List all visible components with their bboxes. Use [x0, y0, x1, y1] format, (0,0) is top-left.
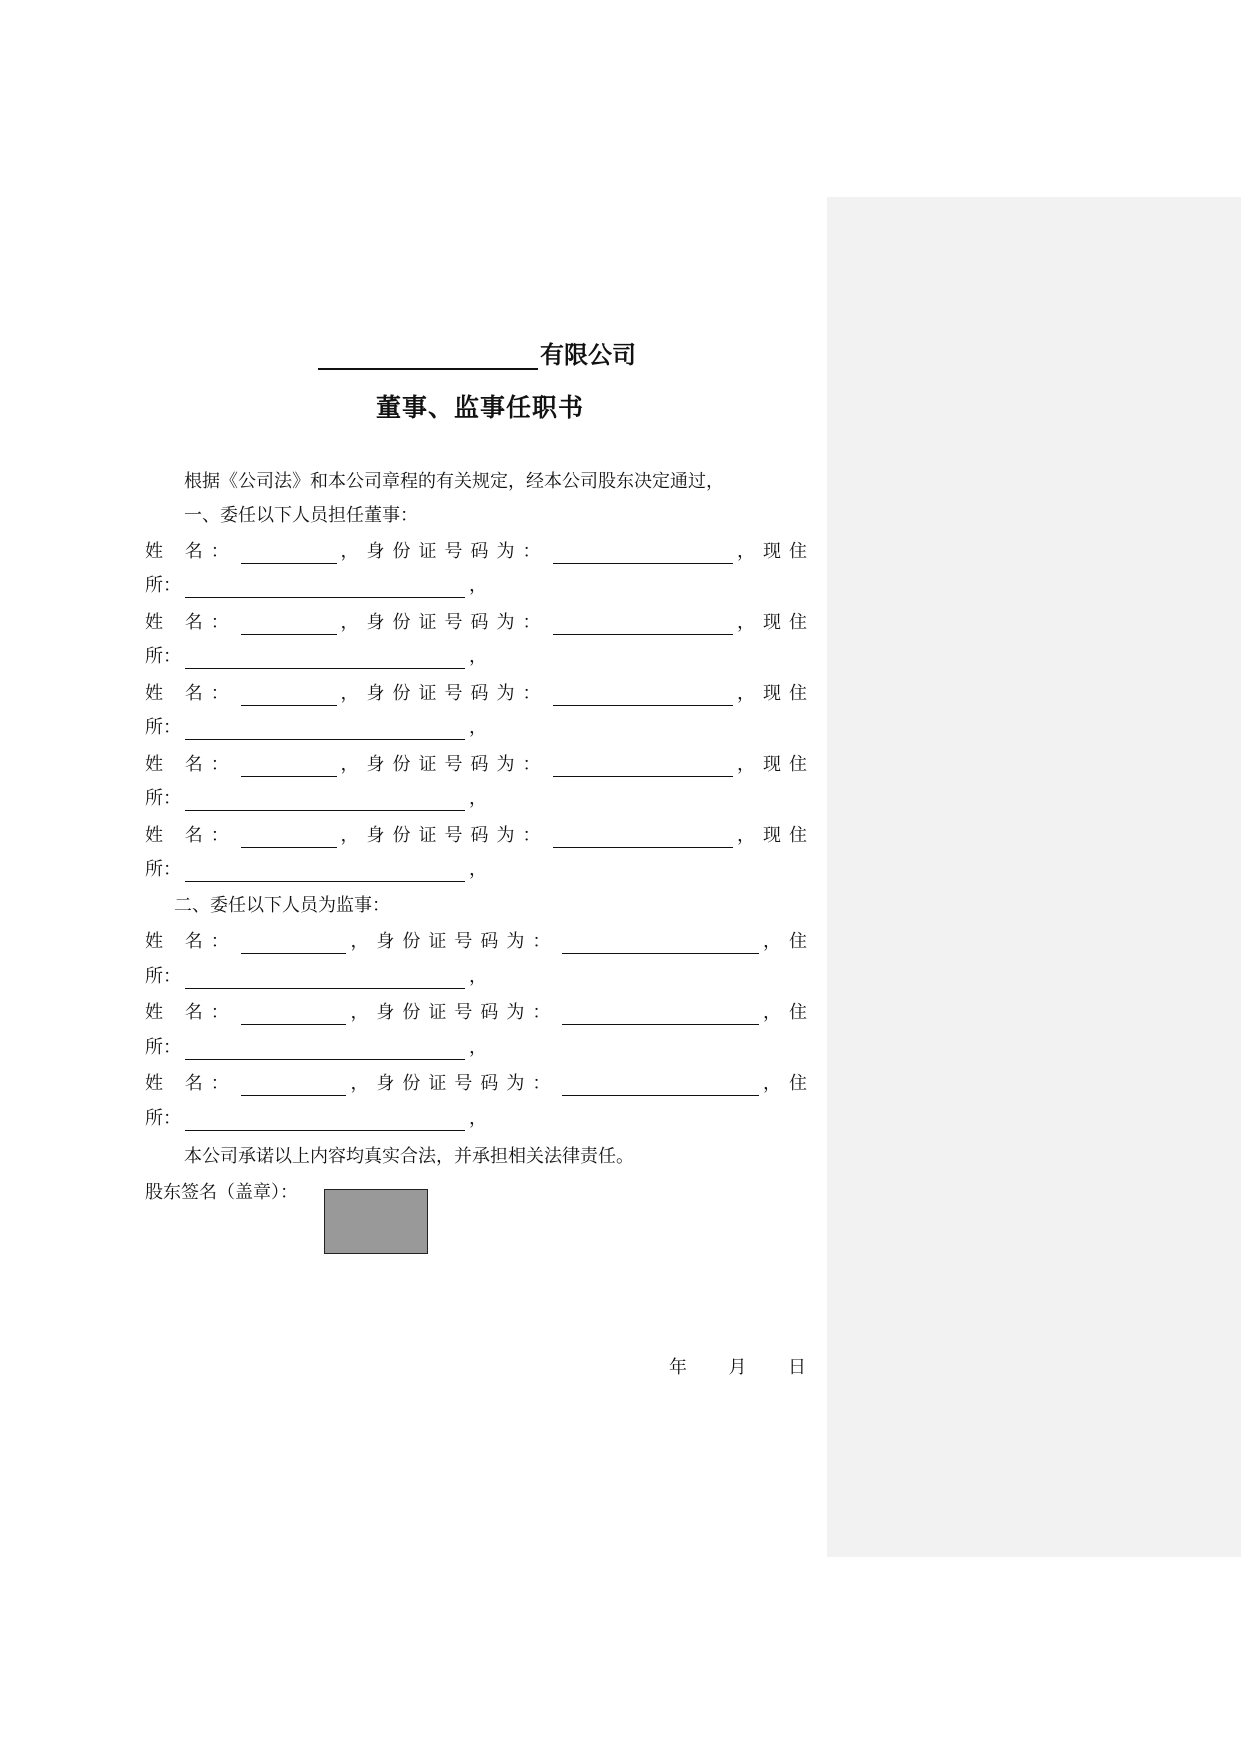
id-number-blank[interactable]: [562, 1073, 759, 1096]
address-row: [145, 1103, 815, 1135]
id-number-blank[interactable]: [553, 754, 733, 777]
address-blank[interactable]: [185, 1037, 465, 1060]
supervisor-row: [145, 1068, 815, 1100]
id-label: ，身份证号码为：: [350, 1073, 559, 1094]
address-label: 所：: [145, 575, 181, 596]
name-label: 姓 名：: [145, 683, 237, 704]
name-label: 姓 名：: [145, 754, 237, 775]
address-row: [145, 641, 815, 673]
name-blank[interactable]: [241, 1073, 347, 1096]
section-directors-heading: 一、委任以下人员担任董事：: [184, 505, 418, 526]
director-row: [145, 749, 815, 781]
residence-label: ，现住: [737, 541, 815, 562]
name-blank[interactable]: [241, 541, 337, 564]
id-label: ，身份证号码为：: [350, 931, 559, 952]
address-label: 所：: [145, 788, 181, 809]
company-suffix: 有限公司: [540, 341, 636, 369]
name-label: 姓 名：: [145, 825, 237, 846]
residence-label: ，住: [763, 931, 815, 952]
comma: ，: [469, 575, 487, 596]
address-row: [145, 783, 815, 815]
id-label: ，身份证号码为：: [340, 825, 549, 846]
company-name-blank[interactable]: [318, 334, 538, 370]
name-label: 姓 名：: [145, 612, 237, 633]
address-blank[interactable]: [185, 788, 465, 811]
id-number-blank[interactable]: [553, 612, 733, 635]
company-name-line: [318, 330, 636, 370]
id-number-blank[interactable]: [553, 683, 733, 706]
id-label: ，身份证号码为：: [350, 1002, 559, 1023]
address-row: [145, 854, 815, 886]
name-blank[interactable]: [241, 825, 337, 848]
address-label: 所：: [145, 1108, 181, 1129]
address-row: [145, 1032, 815, 1064]
commitment-statement: 本公司承诺以上内容均真实合法，并承担相关法律责任。: [184, 1146, 634, 1167]
residence-label: ，住: [763, 1073, 815, 1094]
address-blank[interactable]: [185, 575, 465, 598]
name-blank[interactable]: [241, 612, 337, 635]
residence-label: ，现住: [737, 825, 815, 846]
id-label: ，身份证号码为：: [340, 612, 549, 633]
id-number-blank[interactable]: [562, 1002, 759, 1025]
id-number-blank[interactable]: [553, 541, 733, 564]
name-blank[interactable]: [241, 754, 337, 777]
director-row: [145, 536, 815, 568]
date-line: [669, 1353, 806, 1383]
address-label: 所：: [145, 717, 181, 738]
address-row: [145, 961, 815, 993]
director-row: [145, 678, 815, 710]
address-label: 所：: [145, 1037, 181, 1058]
comma: ，: [469, 1108, 487, 1129]
name-label: 姓 名：: [145, 1002, 237, 1023]
address-blank[interactable]: [185, 859, 465, 882]
shareholder-signature-label: 股东签名（盖章）：: [145, 1182, 298, 1203]
id-label: ，身份证号码为：: [340, 683, 549, 704]
address-row: [145, 712, 815, 744]
address-blank[interactable]: [185, 646, 465, 669]
residence-label: ，现住: [737, 612, 815, 633]
address-label: 所：: [145, 859, 181, 880]
comma: ，: [469, 859, 487, 880]
comma: ，: [469, 966, 487, 987]
residence-label: ，现住: [737, 683, 815, 704]
address-blank[interactable]: [185, 1108, 465, 1131]
name-blank[interactable]: [241, 683, 337, 706]
director-row: [145, 607, 815, 639]
id-label: ，身份证号码为：: [340, 541, 549, 562]
id-number-blank[interactable]: [553, 825, 733, 848]
date-day-label: 日: [787, 1357, 806, 1378]
address-blank[interactable]: [185, 717, 465, 740]
director-row: [145, 820, 815, 852]
name-blank[interactable]: [241, 931, 347, 954]
address-label: 所：: [145, 646, 181, 667]
date-year-label: 年: [669, 1357, 687, 1378]
residence-label: ，住: [763, 1002, 815, 1023]
name-label: 姓 名：: [145, 1073, 237, 1094]
residence-label: ，现住: [737, 754, 815, 775]
comma: ，: [469, 788, 487, 809]
name-label: 姓 名：: [145, 541, 237, 562]
address-label: 所：: [145, 966, 181, 987]
id-number-blank[interactable]: [562, 931, 759, 954]
address-row: [145, 570, 815, 602]
name-blank[interactable]: [241, 1002, 347, 1025]
date-month-label: 月: [728, 1357, 747, 1378]
comma: ，: [469, 1037, 487, 1058]
id-label: ，身份证号码为：: [340, 754, 549, 775]
address-blank[interactable]: [185, 966, 465, 989]
document-title: 董事、监事任职书: [375, 393, 584, 422]
name-label: 姓 名：: [145, 931, 237, 952]
section-supervisors-heading: 二、委任以下人员为监事：: [174, 895, 390, 916]
comma: ，: [469, 717, 487, 738]
seal-stamp-area[interactable]: [324, 1189, 428, 1254]
supervisor-row: [145, 926, 815, 958]
intro-paragraph: 根据《公司法》和本公司章程的有关规定，经本公司股东决定通过，: [184, 471, 724, 492]
supervisor-row: [145, 997, 815, 1029]
comma: ，: [469, 646, 487, 667]
